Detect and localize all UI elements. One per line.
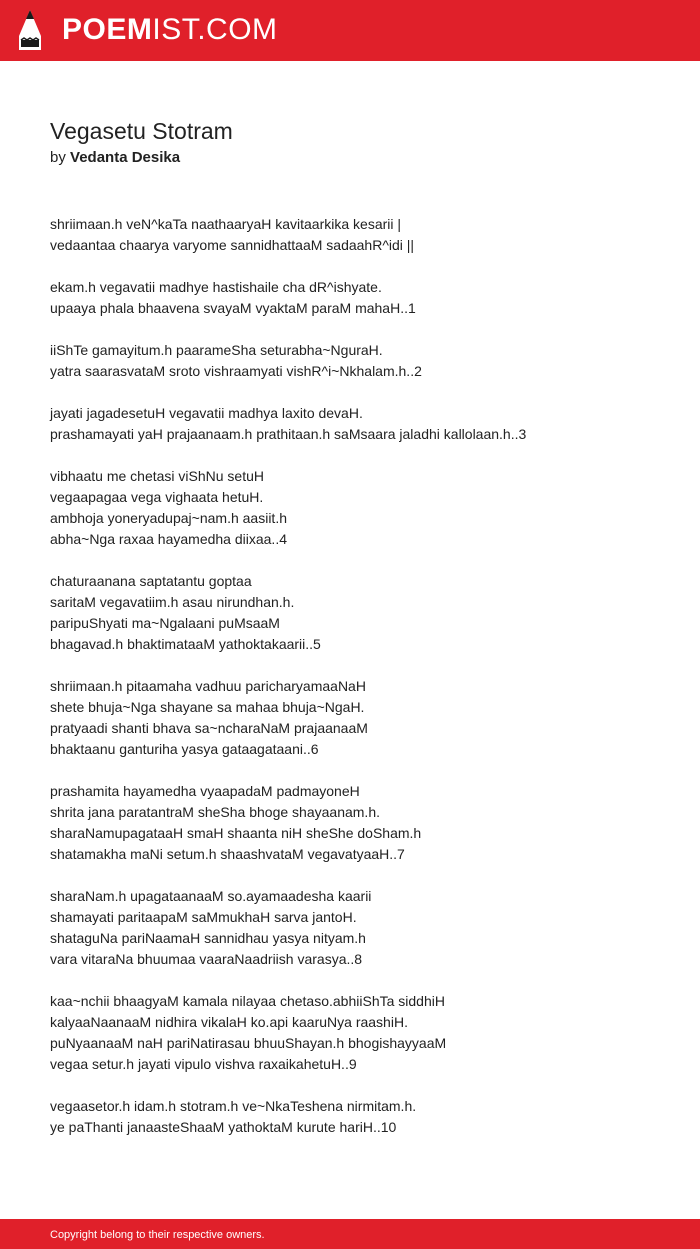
poem-byline (50, 146, 670, 170)
poem-line: ekam.h vegavatii madhye hastishaile cha dR^ishyate. (50, 279, 382, 295)
poem-line: shriimaan.h veN^kaTa naathaaryaH kavitaarkika kesarii | (50, 216, 402, 232)
poem-line: upaaya phala bhaavena svayaM vyaktaM paraM mahaH..1 (50, 300, 416, 316)
pencil-tip-icon[interactable] (17, 9, 43, 51)
poem-line: prashamayati yaH prajaanaam.h prathitaan.h saMsaara jaladhi kallolaan.h..3 (50, 426, 527, 442)
poem-line: vedaantaa chaarya varyome sannidhattaaM sadaahR^idi || (50, 237, 415, 253)
poem-author: Vedanta Desika (70, 149, 181, 166)
poem-line: ye paThanti janaasteShaaM yathoktaM kurute hariH..10 (50, 1119, 397, 1135)
poem-line: chaturaanana saptatantu goptaa (50, 573, 252, 589)
poem-line: pratyaadi shanti bhava sa~ncharaNaM prajaanaaM (50, 720, 368, 736)
poem-stanza (50, 991, 670, 1075)
poem-line: saritaM vegavatiim.h asau nirundhan.h. (50, 594, 295, 610)
poem-stanza (50, 340, 670, 382)
poem-line: jayati jagadesetuH vegavatii madhya laxito devaH. (50, 405, 363, 421)
poem-line: shamayati paritaapaM saMmukhaH sarva jantoH. (50, 909, 357, 925)
poem-line: kaa~nchii bhaagyaM kamala nilayaa chetaso.abhiiShTa siddhiH (50, 993, 445, 1009)
poem-line: iiShTe gamayitum.h paarameSha seturabha~NguraH. (50, 342, 383, 358)
poem-line: shete bhuja~Nga shayane sa mahaa bhuja~NgaH. (50, 699, 365, 715)
poem-line: shataguNa pariNaamaH sannidhau yasya nityam.h (50, 930, 366, 946)
poem-line: abha~Nga raxaa hayamedha diixaa..4 (50, 531, 288, 547)
site-footer (0, 1219, 700, 1249)
poem-stanza (50, 781, 670, 865)
poem-stanza (50, 214, 670, 256)
copyright-notice: Copyright belong to their respective owners. (50, 1229, 265, 1241)
poem-stanza (50, 277, 670, 319)
poem-content (50, 116, 670, 1159)
poem-line: vegaapagaa vega vighaata hetuH. (50, 489, 264, 505)
poem-stanza (50, 1096, 670, 1138)
poem-line: yatra saarasvataM sroto vishraamyati vishR^i~Nkhalam.h..2 (50, 363, 422, 379)
poem-line: bhaktaanu ganturiha yasya gataagataani..6 (50, 741, 319, 757)
poem-line: puNyaanaaM naH pariNatirasau bhuuShayan.h bhogishayyaaM (50, 1035, 447, 1051)
site-header (0, 0, 700, 61)
poem-line: prashamita hayamedha vyaapadaM padmayoneH (50, 783, 360, 799)
brand-text-light: IST.COM (152, 13, 278, 46)
byline-prefix: by (50, 149, 66, 166)
poem-line: bhagavad.h bhaktimataaM yathoktakaarii..5 (50, 636, 321, 652)
poem-line: shriimaan.h pitaamaha vadhuu paricharyamaaNaH (50, 678, 366, 694)
poem-line: shrita jana paratantraM sheSha bhoge shayaanam.h. (50, 804, 380, 820)
poem-body (50, 214, 670, 1138)
poem-line: sharaNam.h upagataanaaM so.ayamaadesha kaarii (50, 888, 372, 904)
poem-line: shatamakha maNi setum.h shaashvataM vegavatyaaH..7 (50, 846, 405, 862)
poem-stanza (50, 403, 670, 445)
poem-stanza (50, 466, 670, 550)
poem-line: vibhaatu me chetasi viShNu setuH (50, 468, 264, 484)
poem-title: Vegasetu Stotram (50, 118, 233, 144)
poem-stanza (50, 886, 670, 970)
poem-line: vegaa setur.h jayati vipulo vishva raxaikahetuH..9 (50, 1056, 357, 1072)
poem-stanza (50, 676, 670, 760)
poem-line: vegaasetor.h idam.h stotram.h ve~NkaTeshena nirmitam.h. (50, 1098, 417, 1114)
poem-line: paripuShyati ma~Ngalaani puMsaaM (50, 615, 280, 631)
brand-text-strong: POEM (62, 13, 153, 46)
poem-stanza (50, 571, 670, 655)
poem-line: kalyaaNaanaaM nidhira vikalaH ko.api kaaruNya raashiH. (50, 1014, 408, 1030)
poem-line: ambhoja yoneryadupaj~nam.h aasiit.h (50, 510, 287, 526)
poem-line: vara vitaraNa bhuumaa vaaraNaadriish varasya..8 (50, 951, 363, 967)
site-logo-link[interactable] (62, 12, 278, 48)
poem-line: sharaNamupagataaH smaH shaanta niH sheShe doSham.h (50, 825, 422, 841)
